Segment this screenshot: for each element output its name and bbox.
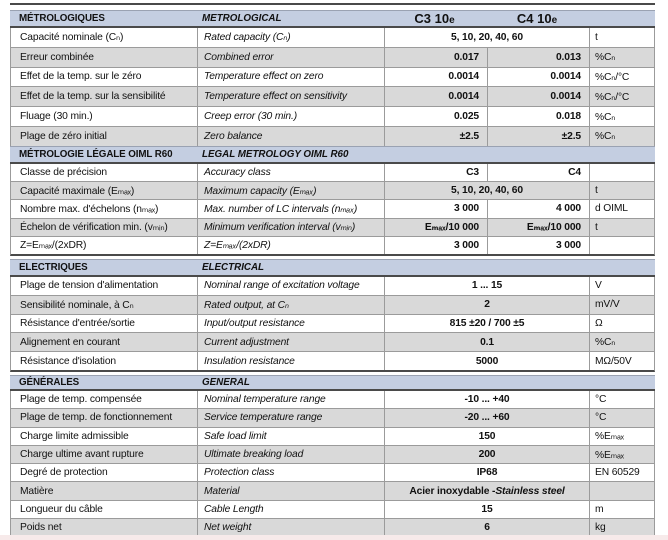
unit-label: d OIML: [589, 200, 656, 217]
row-label-fr: Résistance d'isolation: [20, 355, 116, 367]
column-header-c4-10e: C4 10e: [516, 11, 558, 26]
value-merged: IP68: [384, 464, 589, 481]
row-label-en: Temperature effect on sensitivity: [197, 87, 384, 106]
value-merged: -10 ... +40: [384, 391, 589, 408]
section-header: [10, 375, 655, 391]
row-label-fr: Nombre max. d'échelons (nₘₐₓ): [20, 203, 159, 215]
value-merged: 815 ±20 / 700 ±5: [384, 315, 589, 333]
row-label-en: Material: [197, 482, 384, 499]
row-label-fr: Effet de la temp. sur la sensibilité: [20, 91, 166, 103]
unit-label: V: [589, 277, 656, 295]
value-merged: 5, 10, 20, 40, 60: [384, 28, 589, 47]
value-merged: Acier inoxydable - Stainless steel: [384, 482, 589, 499]
value-merged: 200: [384, 446, 589, 463]
table-row: [11, 351, 654, 370]
section-header: [10, 259, 655, 277]
value-c3: C3: [384, 164, 487, 181]
row-label-fr: Matière: [20, 485, 54, 497]
section-legal-metrology: [10, 146, 655, 256]
table-row: [11, 236, 654, 254]
row-label-fr: Sensibilité nominale, à Cₙ: [20, 299, 134, 311]
value-c3: 0.0014: [384, 68, 487, 87]
section-general: [10, 375, 655, 538]
unit-label: m: [589, 501, 656, 518]
row-label-fr: Alignement en courant: [20, 336, 120, 348]
unit-label: MΩ/50V: [589, 352, 656, 370]
table-row: [11, 28, 654, 47]
row-label-en: Combined error: [197, 48, 384, 67]
row-label-fr: Résistance d'entrée/sortie: [20, 317, 135, 329]
section-rows: [10, 164, 655, 256]
row-label-fr: Degré de protection: [20, 467, 108, 479]
top-rule: [10, 3, 655, 5]
row-label-en: Cable Length: [197, 501, 384, 518]
unit-label: %Cₙ: [589, 48, 656, 67]
row-label-en: Protection class: [197, 464, 384, 481]
row-label-en: Max. number of LC intervals (nₘₐₓ): [197, 200, 384, 217]
table-row: [11, 126, 654, 146]
row-label-en: Zero balance: [197, 127, 384, 146]
unit-label: %Cₙ: [589, 107, 656, 126]
section-metrological: [10, 10, 655, 148]
unit-label: [589, 164, 656, 181]
value-merged: 6: [384, 519, 589, 536]
row-label-fr: Poids net: [20, 522, 62, 534]
section-header: [10, 146, 655, 164]
table-row: [11, 332, 654, 351]
row-label-fr: Capacité nominale (Cₙ): [20, 32, 124, 44]
table-row: [11, 463, 654, 481]
unit-label: %Eₘₐₓ: [589, 446, 656, 463]
row-label-en: Safe load limit: [197, 428, 384, 445]
row-label-en: Current adjustment: [197, 333, 384, 351]
section-rows: [10, 391, 655, 538]
unit-label: Ω: [589, 315, 656, 333]
value-c3: 0.017: [384, 48, 487, 67]
value-merged: 2: [384, 296, 589, 314]
value-merged: 150: [384, 428, 589, 445]
unit-label: t: [589, 182, 656, 199]
value-c4: 0.018: [487, 107, 589, 126]
value-merged: 5000: [384, 352, 589, 370]
row-label-en: Minimum verification interval (vₘᵢₙ): [197, 219, 384, 236]
unit-label: [589, 237, 656, 254]
row-label-en: Ultimate breaking load: [197, 446, 384, 463]
row-label-fr: Plage de zéro initial: [20, 130, 107, 142]
unit-label: %Cₙ/°C: [589, 68, 656, 87]
unit-label: °C: [589, 391, 656, 408]
value-merged: 1 ... 15: [384, 277, 589, 295]
row-label-fr: Plage de tension d'alimentation: [20, 280, 159, 292]
row-label-en: Rated output, at Cₙ: [197, 296, 384, 314]
value-c3: Eₘₐₓ/10 000: [384, 219, 487, 236]
table-row: [11, 47, 654, 67]
value-c3: ±2.5: [384, 127, 487, 146]
unit-label: kg: [589, 519, 656, 536]
value-c3: 3 000: [384, 200, 487, 217]
value-merged: 0.1: [384, 333, 589, 351]
row-label-fr: Longueur du câble: [20, 503, 103, 515]
table-row: [11, 408, 654, 426]
table-row: [11, 427, 654, 445]
row-label-fr: Capacité maximale (Eₘₐₓ): [20, 185, 135, 197]
row-label-fr: Effet de la temp. sur le zéro: [20, 71, 142, 83]
section-header: [10, 10, 655, 28]
section-title-fr: MÉTROLOGIQUES: [19, 13, 105, 24]
value-merged: 15: [384, 501, 589, 518]
row-label-fr: Charge limite admissible: [20, 430, 129, 442]
unit-label: %Cₙ: [589, 333, 656, 351]
row-label-fr: Fluage (30 min.): [20, 111, 93, 123]
table-row: [11, 277, 654, 295]
table-row: [11, 86, 654, 106]
row-label-en: Accuracy class: [197, 164, 384, 181]
row-label-fr: Z=Eₘₐₓ/(2xDR): [20, 240, 87, 252]
table-row: [11, 500, 654, 518]
row-label-en: Maximum capacity (Eₘₐₓ): [197, 182, 384, 199]
value-c4: ±2.5: [487, 127, 589, 146]
unit-label: %Cₙ/°C: [589, 87, 656, 106]
table-row: [11, 445, 654, 463]
value-c4: 3 000: [487, 237, 589, 254]
row-label-fr: Plage de temp. de fonctionnement: [20, 412, 173, 424]
row-label-fr: Classe de précision: [20, 167, 108, 179]
page-edge-strip: [0, 535, 668, 540]
unit-label: mV/V: [589, 296, 656, 314]
row-label-en: Temperature effect on zero: [197, 68, 384, 87]
row-label-en: Rated capacity (Cₙ): [197, 28, 384, 47]
value-c4: 0.013: [487, 48, 589, 67]
column-header-c3-10e: C3 10e: [414, 11, 455, 26]
value-c3: 3 000: [384, 237, 487, 254]
row-label-en: Z=Eₘₐₓ/(2xDR): [197, 237, 384, 254]
value-c4: 4 000: [487, 200, 589, 217]
value-c4: 0.0014: [487, 68, 589, 87]
section-title-fr: MÉTROLOGIE LÉGALE OIML R60: [19, 149, 173, 160]
table-row: [11, 164, 654, 181]
table-row: [11, 518, 654, 536]
row-label-en: Service temperature range: [197, 409, 384, 426]
row-label-fr: Charge ultime avant rupture: [20, 449, 144, 461]
section-rows: [10, 28, 655, 148]
section-title-en: GENERAL: [202, 377, 250, 388]
row-label-en: Creep error (30 min.): [197, 107, 384, 126]
section-title-fr: GÉNÉRALES: [19, 377, 80, 388]
section-title-en: LEGAL METROLOGY OIML R60: [202, 149, 349, 160]
value-c4: 0.0014: [487, 87, 589, 106]
value-c4: Eₘₐₓ/10 000: [487, 219, 589, 236]
row-label-en: Nominal temperature range: [197, 391, 384, 408]
value-c3: 0.0014: [384, 87, 487, 106]
value-merged: -20 ... +60: [384, 409, 589, 426]
unit-label: t: [589, 28, 656, 47]
unit-label: t: [589, 219, 656, 236]
row-label-fr: Plage de temp. compensée: [20, 394, 142, 406]
value-c4: C4: [487, 164, 589, 181]
row-label-en: Input/output resistance: [197, 315, 384, 333]
section-title-en: ELECTRICAL: [202, 262, 265, 273]
table-row: [11, 67, 654, 87]
table-row: [11, 199, 654, 217]
table-row: [11, 106, 654, 126]
table-row: [11, 181, 654, 199]
unit-label: °C: [589, 409, 656, 426]
row-label-en: Insulation resistance: [197, 352, 384, 370]
unit-label: [589, 482, 656, 499]
row-label-fr: Échelon de vérification min. (vₘᵢₙ): [20, 222, 168, 234]
table-row: [11, 314, 654, 333]
row-label-en: Net weight: [197, 519, 384, 536]
table-row: [11, 481, 654, 499]
table-row: [11, 391, 654, 408]
section-title-en: METROLOGICAL: [202, 13, 282, 24]
value-merged: 5, 10, 20, 40, 60: [384, 182, 589, 199]
unit-label: %Eₘₐₓ: [589, 428, 656, 445]
row-label-fr: Erreur combinée: [20, 51, 94, 63]
section-title-fr: ELECTRIQUES: [19, 262, 88, 273]
row-label-en: Nominal range of excitation voltage: [197, 277, 384, 295]
value-c3: 0.025: [384, 107, 487, 126]
unit-label: EN 60529: [589, 464, 656, 481]
section-electrical: [10, 259, 655, 372]
table-row: [11, 295, 654, 314]
section-rows: [10, 277, 655, 372]
table-row: [11, 218, 654, 236]
unit-label: %Cₙ: [589, 127, 656, 146]
